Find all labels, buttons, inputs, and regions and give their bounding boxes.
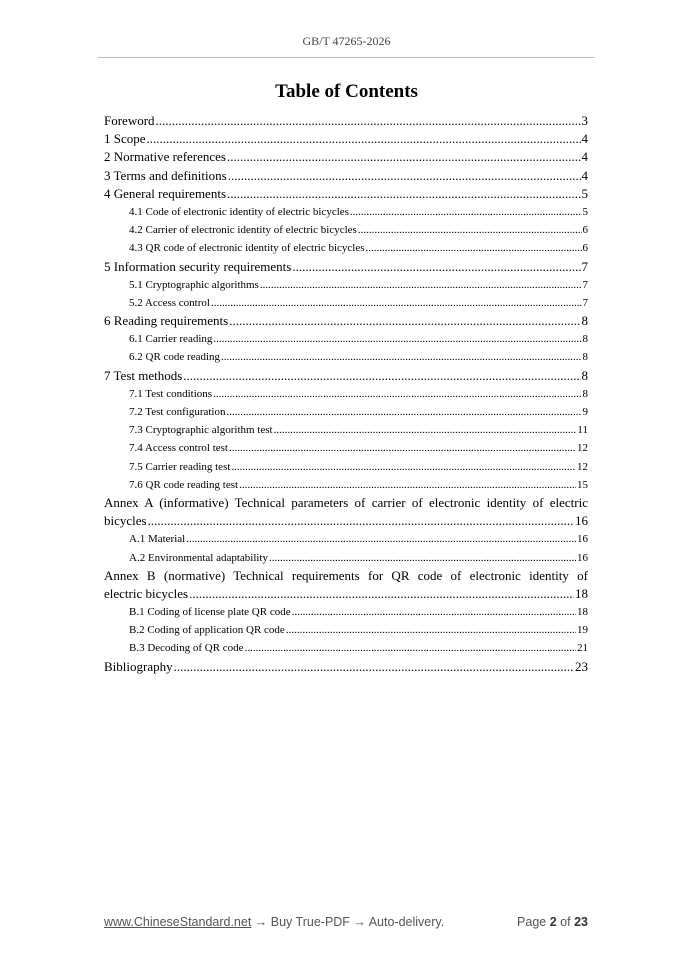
toc-entry[interactable]	[104, 148, 588, 166]
toc-dot-leader	[229, 439, 576, 457]
toc-dot-leader	[226, 403, 581, 421]
toc-entry-label: B.1 Coding of license plate QR code	[129, 606, 291, 619]
toc-entry[interactable]	[104, 367, 588, 385]
page-current: 2	[549, 915, 557, 929]
toc-subentry[interactable]	[104, 276, 588, 294]
toc-entry-label: 3 Terms and definitions	[104, 167, 227, 183]
page-of: of	[560, 915, 571, 929]
toc-dot-leader	[213, 385, 581, 403]
toc-dot-leader	[189, 585, 574, 603]
toc-entry-label: 4 General requirements	[104, 185, 227, 201]
toc-page-number: 5	[581, 185, 588, 201]
toc-page-number: 8	[581, 313, 588, 329]
toc-dot-leader	[366, 239, 582, 257]
toc-page-number: 12	[577, 442, 588, 455]
standard-code-header: GB/T 47265-2026	[302, 34, 391, 48]
toc-dot-leader	[147, 130, 581, 148]
toc-subentry[interactable]	[104, 639, 588, 657]
toc-entry-label: 7.2 Test configuration	[129, 406, 226, 418]
toc-page-number: 7	[582, 296, 588, 309]
toc-entry-label: 4.2 Carrier of electronic identity of electric bicycles	[129, 224, 357, 237]
page-title: Table of Contents	[275, 81, 418, 102]
toc-page-number: 6	[582, 224, 588, 237]
toc-page-number: 8	[582, 387, 588, 400]
toc-page-number: 12	[577, 460, 588, 473]
toc-subentry[interactable]	[104, 294, 588, 312]
toc-page-number: 16	[575, 513, 588, 529]
toc-page-number: 9	[582, 406, 588, 418]
toc-dot-leader	[350, 203, 582, 221]
toc-entry-label: 4.3 QR code of electronic identity of electric bicycles	[129, 242, 365, 255]
toc-page-number: 8	[581, 367, 588, 383]
toc-page-number: 18	[575, 585, 588, 601]
toc-dot-leader	[286, 621, 576, 639]
toc-entry-label: 7 Test methods	[104, 367, 183, 383]
toc-subentry[interactable]	[104, 403, 588, 421]
toc-dot-leader	[183, 367, 580, 385]
toc-subentry[interactable]	[104, 239, 588, 257]
toc-entry[interactable]	[104, 585, 588, 603]
toc-dot-leader	[148, 512, 574, 530]
toc-entry[interactable]	[104, 658, 588, 676]
toc-entry[interactable]	[104, 167, 588, 185]
toc-subentry[interactable]	[104, 330, 588, 348]
toc-entry[interactable]	[104, 130, 588, 148]
toc-page-number: 5	[582, 205, 588, 218]
toc-page-number: 16	[577, 551, 588, 564]
toc-page-number: 4	[581, 167, 588, 183]
toc-page-number: 11	[577, 424, 588, 437]
toc-page-number: 7	[581, 258, 588, 274]
toc-subentry[interactable]	[104, 421, 588, 439]
toc-entry-label: 7.1 Test conditions	[129, 387, 213, 400]
toc-subentry[interactable]	[104, 458, 588, 476]
toc-dot-leader	[292, 258, 580, 276]
promo-text: → Buy True-PDF → Auto-delivery.	[251, 915, 445, 929]
toc-dot-leader	[227, 185, 580, 203]
toc-subentry[interactable]	[104, 603, 588, 621]
header-divider	[98, 57, 595, 58]
toc-entry-label: 2 Normative references	[104, 149, 226, 165]
toc-entry-line[interactable]: Annex A (informative) Technical parameters of carrier of electronic identity of electric	[104, 494, 588, 510]
toc-subentry[interactable]	[104, 621, 588, 639]
toc-entry-label: 7.4 Access control test	[129, 442, 228, 455]
toc-dot-leader	[228, 167, 581, 185]
toc-entry-label: B.2 Coding of application QR code	[129, 624, 285, 637]
page-footer	[104, 915, 588, 929]
toc-entry-label: 6.1 Carrier reading	[129, 333, 213, 346]
toc-entry-label: Foreword	[104, 113, 155, 128]
toc-entry-label: 4.1 Code of electronic identity of electric bicycles	[129, 205, 349, 218]
toc-dot-leader	[186, 530, 576, 548]
toc-entry[interactable]	[104, 258, 588, 276]
toc-dot-leader	[245, 639, 576, 657]
toc-subentry[interactable]	[104, 549, 588, 567]
table-of-contents	[104, 112, 588, 676]
toc-page-number: 8	[582, 333, 588, 346]
toc-entry-label: Bibliography	[104, 658, 173, 674]
toc-page-number: 3	[581, 113, 588, 128]
page-word: Page	[517, 915, 547, 929]
toc-entry-label: A.2 Environmental adaptability	[129, 551, 268, 564]
toc-page-number: 6	[582, 242, 588, 255]
toc-subentry[interactable]	[104, 439, 588, 457]
toc-dot-leader	[229, 312, 580, 330]
toc-dot-leader	[239, 476, 576, 494]
toc-dot-leader	[221, 348, 581, 366]
toc-subentry[interactable]	[104, 476, 588, 494]
toc-page-number: 16	[577, 533, 588, 546]
toc-entry-label: 1 Scope	[104, 131, 146, 147]
toc-dot-leader	[292, 603, 576, 621]
page-total: 23	[574, 915, 588, 929]
toc-dot-leader	[269, 549, 576, 567]
toc-subentry[interactable]	[104, 221, 588, 239]
toc-entry-label: electric bicycles	[104, 585, 189, 601]
toc-entry-label: 5.1 Cryptographic algorithms	[129, 278, 259, 291]
toc-entry[interactable]	[104, 185, 588, 203]
toc-page-number: 23	[575, 658, 588, 674]
toc-page-number: 19	[577, 624, 588, 637]
toc-entry-label: 6 Reading requirements	[104, 313, 229, 329]
toc-entry-label: B.3 Decoding of QR code	[129, 642, 244, 655]
toc-dot-leader	[174, 658, 574, 676]
toc-dot-leader	[227, 148, 581, 166]
toc-entry-label: 7.6 QR code reading test	[129, 478, 239, 491]
toc-entry[interactable]	[104, 112, 588, 130]
toc-page-number: 4	[581, 149, 588, 165]
toc-dot-leader	[260, 276, 582, 294]
toc-page-number: 18	[577, 606, 588, 619]
toc-entry-label: 7.5 Carrier reading test	[129, 460, 231, 473]
toc-entry-label: 7.3 Cryptographic algorithm test	[129, 424, 273, 437]
page-indicator	[517, 915, 588, 929]
toc-page-number: 7	[582, 278, 588, 291]
toc-subentry[interactable]	[104, 203, 588, 221]
toc-page-number: 21	[577, 642, 588, 655]
toc-entry[interactable]	[104, 312, 588, 330]
toc-subentry[interactable]	[104, 348, 588, 366]
toc-dot-leader	[231, 458, 576, 476]
toc-dot-leader	[211, 294, 582, 312]
toc-entry-label: bicycles	[104, 513, 147, 529]
toc-dot-leader	[358, 221, 582, 239]
toc-dot-leader	[274, 421, 577, 439]
toc-page-number: 8	[582, 351, 588, 364]
toc-subentry[interactable]	[104, 530, 588, 548]
toc-entry-label: 5.2 Access control	[129, 296, 210, 309]
toc-entry-line[interactable]: Annex B (normative) Technical requirements for QR code of electronic identity of	[104, 567, 588, 583]
toc-dot-leader	[213, 330, 581, 348]
toc-dot-leader	[156, 112, 581, 130]
toc-entry-label: 5 Information security requirements	[104, 258, 292, 274]
toc-page-number: 4	[581, 131, 588, 147]
toc-entry-label: 6.2 QR code reading	[129, 351, 221, 364]
toc-entry[interactable]	[104, 512, 588, 530]
toc-page-number: 15	[577, 478, 588, 491]
footer-promo	[104, 915, 444, 929]
toc-entry-label: A.1 Material	[129, 533, 186, 546]
site-link[interactable]: www.ChineseStandard.net	[104, 915, 252, 929]
toc-subentry[interactable]	[104, 385, 588, 403]
